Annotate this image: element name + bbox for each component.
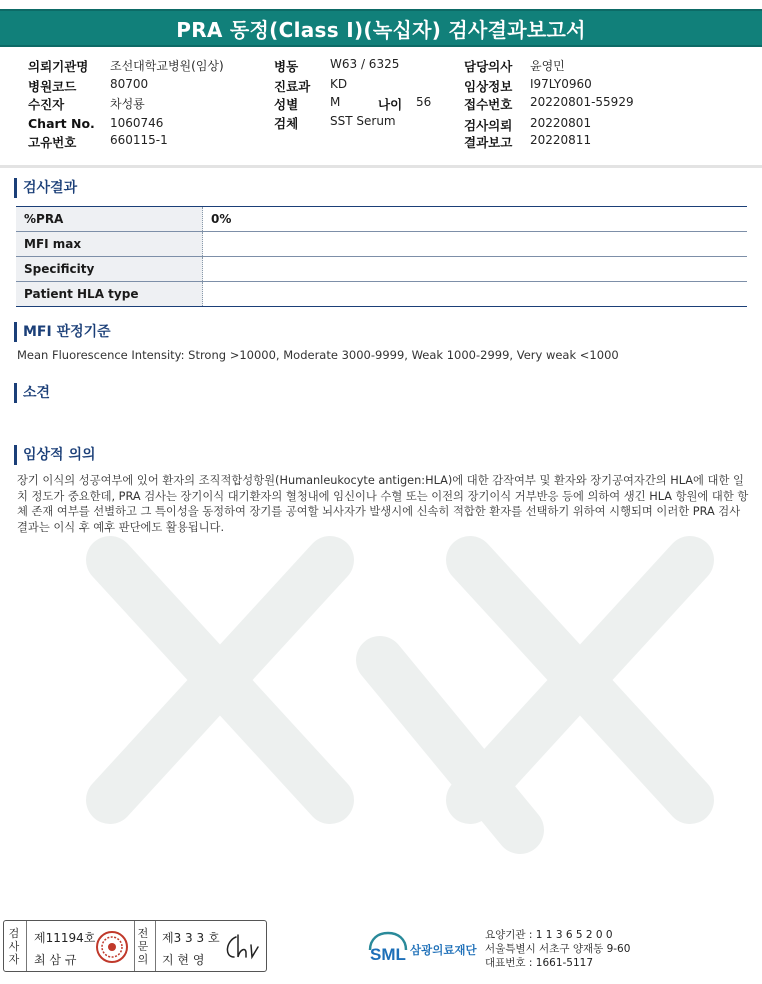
header-divider (0, 165, 762, 168)
receipt-value: 20220801-55929 (530, 95, 634, 109)
table-row (16, 207, 747, 232)
tester-name: 최 삼 규 (34, 953, 77, 967)
result-name: %PRA (16, 207, 203, 232)
hosp-code-label: 병원코드 (28, 79, 77, 94)
org-address-block (485, 928, 630, 970)
seal-stamp-icon (94, 929, 130, 965)
logo-text: SML (370, 945, 406, 964)
doctor-value: 윤영민 (530, 59, 565, 73)
result-value: 0% (203, 207, 748, 232)
tester-license: 제11194호 (34, 931, 96, 945)
cell-divider (26, 921, 27, 971)
result-value (203, 232, 748, 257)
result-name: MFI max (16, 232, 203, 257)
request-label: 검사의뢰 (464, 118, 513, 133)
patient-value: 차성룡 (110, 97, 145, 111)
org-phone-line: 대표번호 : 1661-5117 (485, 957, 594, 969)
section-clinical-heading: 임상적 의의 (14, 445, 96, 465)
dept-label: 진료과 (274, 79, 311, 94)
specialist-label: 전문의 (137, 927, 149, 966)
report-title: PRA 동정(Class I)(녹십자) 검사결과보고서 (176, 17, 586, 42)
clinical-significance-text: 장기 이식의 성공여부에 있어 환자의 조직적합성항원(Humanleukocyte antigen:HLA)에 대한 감작여부 및 환자와 장기공여자간의 HLA에 대한 일치 정도가 중요한데, PRA 검사는 장기이식 대기환자의 혈청내에 임신이나 수혈 또는 이전의 장기이식 거부반응 등에 의하여 생긴 HLA 항원에 대한 항체 존재 여부를 선별하고 그 특이성을 동정하여 장기를 공여할 뇌사자가 발생시에 신속히 적합한 환자를 선택하기 위하여 시행되며 이러한 PRA 검사결과는 이식 후 예후 판단에도 활용됩니다. (17, 474, 749, 534)
org-code-line: 요양기관 : 1 1 3 6 5 2 0 0 (485, 929, 613, 941)
result-name: Patient HLA type (16, 282, 203, 307)
report-footer (0, 918, 762, 984)
age-value: 56 (416, 95, 432, 109)
hospital-value: 조선대학교병원(임상) (110, 59, 224, 73)
chart-value: 1060746 (110, 116, 164, 130)
cell-divider (155, 921, 156, 971)
patient-label: 수진자 (28, 97, 65, 112)
id-value: 660115-1 (110, 133, 168, 147)
report-title-bar (0, 9, 762, 47)
results-table (16, 206, 747, 307)
tester-label: 검사자 (8, 927, 20, 966)
id-label: 고유번호 (28, 135, 77, 150)
cell-divider (134, 921, 135, 971)
org-name: 삼광의료재단 (410, 943, 477, 957)
table-row (16, 232, 747, 257)
clinical-info-label: 임상정보 (464, 79, 513, 94)
sml-logo-icon (366, 930, 410, 970)
result-value (203, 282, 748, 307)
hosp-code-value: 80700 (110, 77, 149, 91)
ward-value: W63 / 6325 (330, 57, 400, 71)
specimen-value: SST Serum (330, 114, 396, 128)
receipt-label: 접수번호 (464, 97, 513, 112)
ward-label: 병동 (274, 59, 299, 74)
specialist-name: 지 현 영 (162, 953, 205, 967)
result-name: Specificity (16, 257, 203, 282)
specialist-vertical-label (137, 927, 151, 966)
doctor-label: 담당의사 (464, 59, 513, 74)
signature-box (3, 920, 267, 972)
section-results-heading: 검사결과 (14, 178, 77, 198)
result-value (203, 257, 748, 282)
request-value: 20220801 (530, 116, 592, 130)
org-address-line: 서울특별시 서초구 양재동 9-60 (485, 943, 631, 955)
specimen-label: 검체 (274, 116, 299, 131)
signature-icon (222, 931, 262, 963)
table-row (16, 257, 747, 282)
clinical-info-value: I97LY0960 (530, 77, 592, 91)
report-date-value: 20220811 (530, 133, 592, 147)
section-mfi-heading: MFI 판정기준 (14, 322, 111, 342)
tester-vertical-label (8, 927, 22, 966)
mfi-criteria-text: Mean Fluorescence Intensity: Strong >10000, Moderate 3000-9999, Weak 1000-2999, Very weak <1000 (17, 348, 619, 362)
dept-value: KD (330, 77, 348, 91)
section-opinion-heading: 소견 (14, 383, 50, 403)
sex-label: 성별 (274, 97, 299, 112)
specialist-license: 제3 3 3 호 (162, 931, 220, 945)
report-date-label: 결과보고 (464, 135, 513, 150)
sex-value: M (330, 95, 341, 109)
table-row (16, 282, 747, 307)
chart-label: Chart No. (28, 116, 95, 131)
age-label: 나이 (378, 97, 403, 112)
hospital-label: 의뢰기관명 (28, 59, 89, 74)
